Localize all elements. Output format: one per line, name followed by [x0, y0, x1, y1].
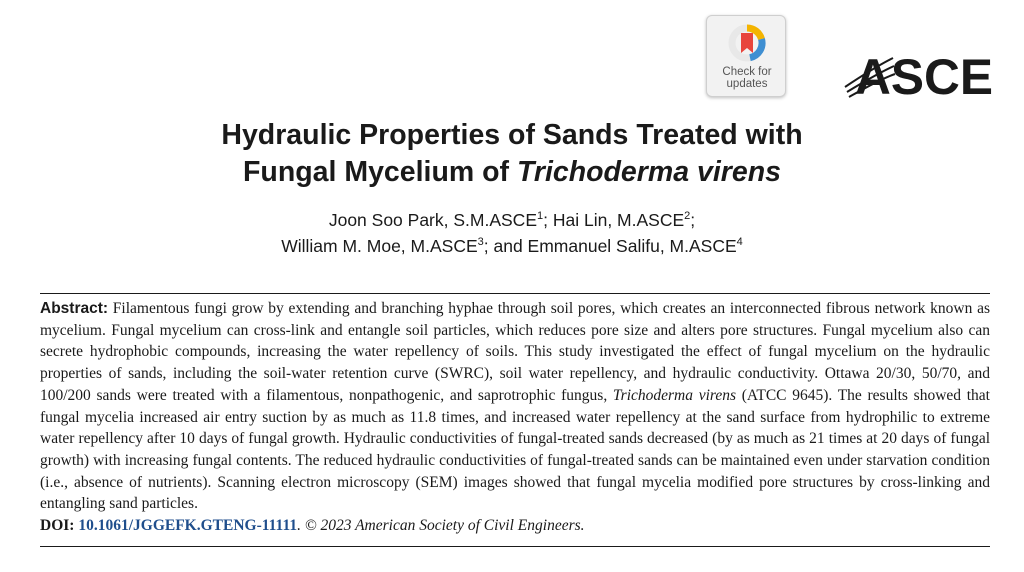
author-separator-2: ; — [690, 210, 696, 230]
abstract-text-part2: (ATCC 9645). The results showed that fungal mycelia increased air entry suction by as much as 11.8 times, and increased water repellency at the sand surface from hydrophilic to extreme water repellency after 10 days of fungal growth. Hydraulic conductivities of fungal-treated sands decreased (by as much as 21 times at 20 days of fungal growth) with increasing fungal contents. The reduced hydraulic conductivities of fungal-treated sands can be maintained even under starvation condition (i.e., absence of nutrients). Scanning electron microscopy (SEM) images showed that fungal mycelia modified pore structures by cross-linking and entangling sand particles. — [40, 386, 990, 513]
asce-logo-text: ASCE — [855, 49, 993, 102]
abstract-text-part1: Filamentous fungi grow by extending and branching hyphae through soil pores, which creates an interconnected fibrous network known as mycelium. Fungal mycelium can cross-link and entangle soil particles, which reduces pore size and alters pore structures. Fungal mycelium also can secrete hydrophobic compounds, increasing the water repellency of soils. This study investigated the effect of fungal mycelium on the hydraulic properties of sands, including the soil-water retention curve (SWRC), soil water repellency, and hydraulic conductivity. Ottawa 20/30, 50/70, and 100/200 sands were treated with a filamentous, nonpathogenic, and saprotrophic fungus, — [40, 300, 990, 404]
author-line-2 — [0, 233, 1024, 259]
author-name-3: William M. Moe, M.ASCE — [281, 236, 478, 256]
author-separator-1: ; — [543, 210, 553, 230]
doi-label: DOI: — [40, 517, 75, 535]
title-line-2 — [0, 154, 1024, 191]
author-affil-3: 3 — [477, 236, 484, 249]
bookmark-ring-icon — [728, 24, 766, 62]
check-for-updates-label — [707, 66, 787, 90]
author-affil-4: 4 — [736, 236, 743, 249]
check-for-updates-line1: Check for — [722, 66, 772, 78]
check-for-updates-line2: updates — [726, 78, 768, 90]
author-separator-3: ; and — [483, 236, 528, 256]
title-line-2-prefix: Fungal Mycelium of — [243, 156, 517, 188]
title-line-1: Hydraulic Properties of Sands Treated with — [221, 119, 803, 151]
doi-line — [40, 515, 990, 537]
author-name-2: Hai Lin, M.ASCE — [552, 210, 685, 230]
author-affil-2: 2 — [684, 210, 691, 223]
abstract-bottom-rule — [40, 546, 990, 547]
copyright-notice: . © 2023 American Society of Civil Engineers. — [297, 517, 585, 535]
author-name-4: Emmanuel Salifu, M.ASCE — [527, 236, 737, 256]
abstract-top-rule — [40, 293, 990, 294]
author-list — [0, 207, 1024, 259]
author-name-1: Joon Soo Park, S.M.ASCE — [328, 210, 537, 230]
abstract-paragraph — [40, 298, 990, 537]
abstract-label: Abstract: — [40, 300, 109, 317]
doi-link[interactable]: 10.1061/JGGEFK.GTENG-11111 — [78, 517, 298, 535]
abstract-species: Trichoderma virens — [612, 386, 737, 404]
author-affil-1: 1 — [537, 210, 544, 223]
asce-logo — [843, 44, 993, 102]
check-for-updates-badge[interactable] — [706, 15, 786, 97]
title-species: Trichoderma virens — [516, 156, 781, 188]
article-title — [0, 117, 1024, 191]
author-line-1 — [0, 207, 1024, 233]
